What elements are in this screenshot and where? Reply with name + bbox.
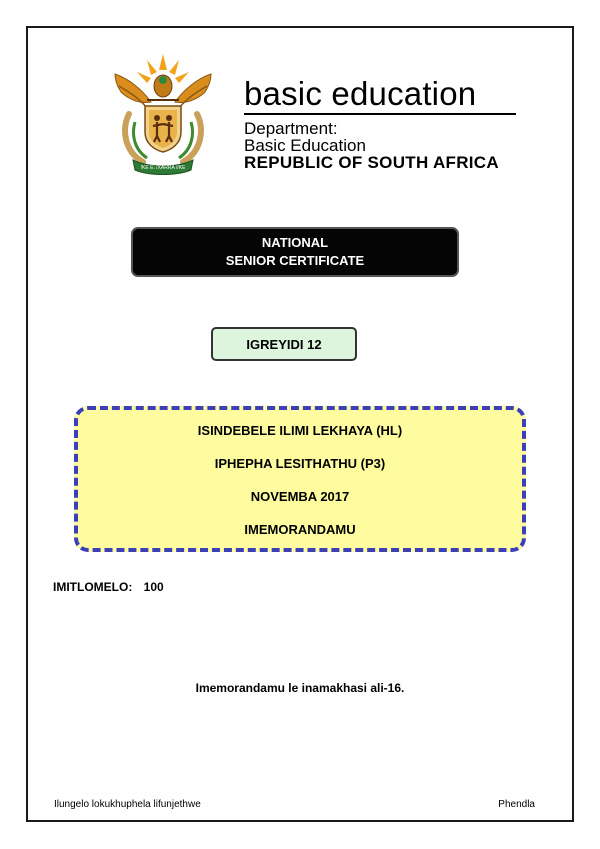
subject-title: ISINDEBELE ILIMI LEKHAYA (HL) — [197, 423, 403, 438]
footer-copyright: Ilungelo lokukhuphela lifunjethwe — [54, 799, 201, 810]
exam-date: NOVEMBA 2017 — [250, 489, 350, 504]
subject-panel — [74, 406, 526, 552]
certificate-line-2: SENIOR CERTIFICATE — [225, 253, 365, 268]
marks-line — [53, 580, 172, 594]
department-name: Basic Education — [244, 136, 366, 155]
certificate-line-1: NATIONAL — [261, 235, 329, 250]
footer-turn-over: Phendla — [498, 799, 535, 810]
marks-label: IMITLOMELO: — [53, 580, 133, 594]
crest-motto: !KE E: /XARRA //KE — [140, 165, 186, 171]
document-type: IMEMORANDAMU — [244, 522, 356, 537]
department-label: Department: — [244, 119, 338, 138]
coat-of-arms-icon — [107, 52, 219, 176]
brand-name: basic education — [244, 75, 477, 112]
country-name: REPUBLIC OF SOUTH AFRICA — [244, 153, 499, 172]
grade-badge: IGREYIDI 12 — [211, 327, 357, 361]
brand-rule — [244, 113, 516, 115]
paper-title: IPHEPHA LESITHATHU (P3) — [214, 456, 386, 471]
marks-value: 100 — [143, 580, 164, 594]
page-count-note: Imemorandamu le inamakhasi ali-16. — [195, 681, 405, 695]
certificate-banner — [131, 227, 459, 277]
